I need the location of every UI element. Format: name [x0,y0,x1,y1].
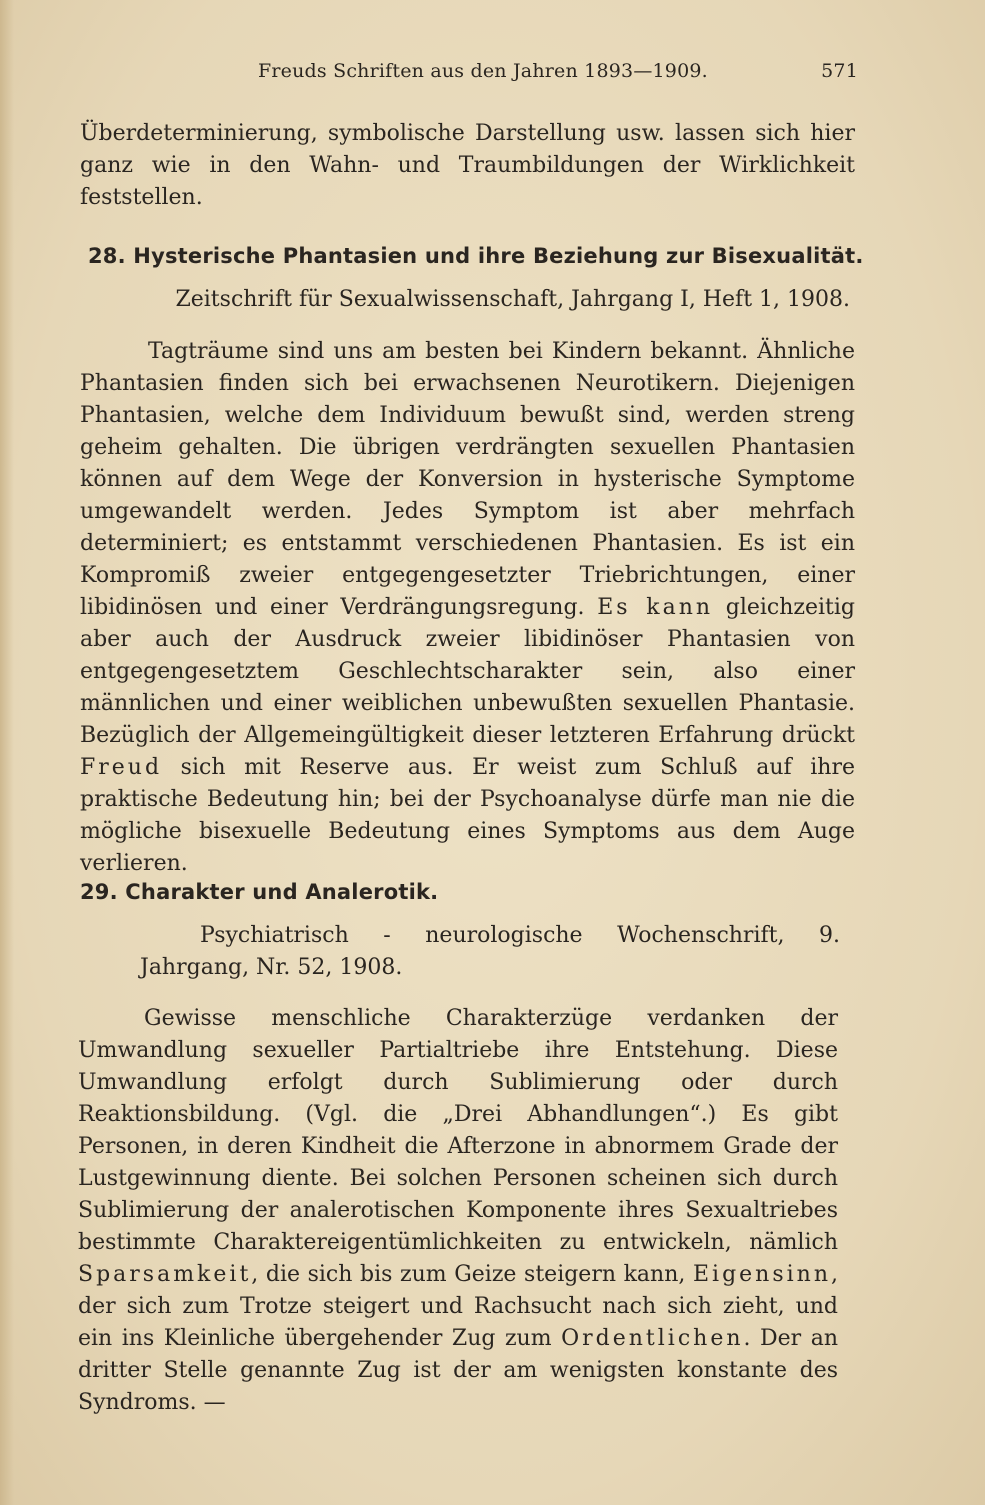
section-28-text-3: sich mit Reserve aus. Er weist zum Schluß auf ihre praktische Bedeutung hin; bei der Psychoanalyse dürfe man nie die mögliche bisexuelle Bedeutung eines Symptoms aus dem Auge verlieren. [80,755,855,876]
continued-paragraph: Überdeterminierung, symbolische Darstellung usw. lassen sich hier ganz wie in den Wahn- und Traumbildungen der Wirklichkeit feststellen. [80,121,855,210]
section-28-heading: 28. Hysterische Phantasien und ihre Beziehung zur Bisexualität. [88,244,864,268]
section-29-spaced-3: Ordentlichen [561,1326,744,1351]
section-29-text-3: , der sich zum Trotze steigert und Rachsucht nach sich zieht, und ein ins Kleinliche übergehender Zug zum [78,1262,838,1351]
section-29-source: Psychiatrisch - neurologische Wochenschrift, 9. Jahrgang, Nr. 52, 1908. [140,923,840,980]
section-29-spaced-1: Sparsamkeit [78,1262,252,1287]
section-29-text-4: . Der an dritter Stelle genannte Zug ist der am wenigsten konstante des Syndroms. — [78,1326,838,1415]
section-28-body [80,336,855,880]
running-title: Freuds Schriften aus den Jahren 1893—1909. [258,60,708,82]
section-29-text-2: , die sich bis zum Geize steigern kann, [251,1262,693,1287]
section-28-text-1: Tagträume sind uns am besten bei Kindern bekannt. Ähnliche Phantasien finden sich bei erwachsenen Neurotikern. Diejenigen Phantasien, welche dem Individuum bewußt sind, werden streng geheim gehalten. Die übrigen verdrängten sexuellen Phantasien können auf dem Wege der Konversion in hysterische Symptome umgewandelt werden. Jedes Symptom ist aber mehrfach determiniert; es entstammt verschiedenen Phantasien. Es ist ein Kompromiß zweier entgegengesetzter Triebrichtungen, einer libidinösen und einer Verdrängungsregung. [80,339,855,620]
section-29-spaced-2: Eigensinn [692,1262,831,1287]
section-29-body [78,1003,838,1419]
section-29-heading: 29. Charakter und Analerotik. [80,880,439,904]
page-number: 571 [821,60,858,82]
section-28-spaced-1: Es kann [597,595,714,620]
section-28-source: Zeitschrift für Sexualwissenschaft, Jahrgang I, Heft 1, 1908. [175,287,850,312]
page-edge-shadow [0,0,14,1505]
author-name-freud: Freud [80,755,163,780]
section-28-text-2: gleichzeitig aber auch der Ausdruck zweier libidinöser Phantasien von entgegengesetztem Geschlechtscharakter sein, also einer männlichen und einer weiblichen unbewußten sexuellen Phantasie. Bezüglich der Allgemeingültigkeit dieser letzteren Erfahrung drückt [80,595,856,748]
section-29-text-1: Gewisse menschliche Charakterzüge verdanken der Umwandlung sexueller Partialtriebe ihre Entstehung. Diese Umwandlung erfolgt durch Sublimierung oder durch Reaktionsbildung. (Vgl. die „Drei Abhandlungen“.) Es gibt Personen, in deren Kindheit die Afterzone in abnormem Grade der Lustgewinnung diente. Bei solchen Personen scheinen sich durch Sublimierung der analerotischen Komponente ihres Sexualtriebes bestimmte Charaktereigentümlichkeiten zu entwickeln, nämlich [78,1006,838,1255]
